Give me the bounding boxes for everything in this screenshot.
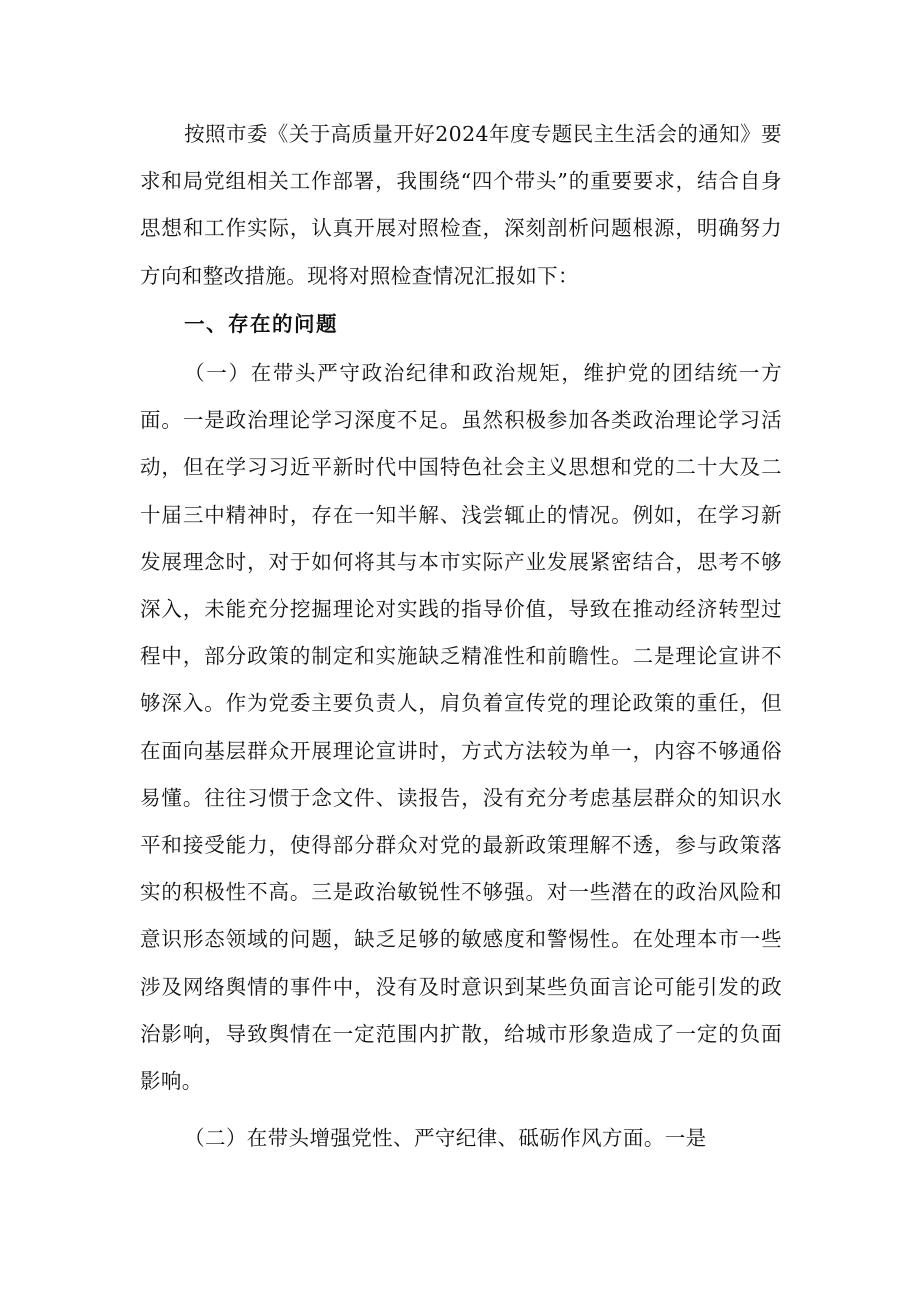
subsection-2-paragraph: （二）在带头增强党性、严守纪律、砥砺作风方面。一是 [184, 1126, 707, 1151]
section-heading-problems: 一、存在的问题 [184, 311, 339, 336]
document-body [140, 111, 782, 1162]
subsection-1-paragraph: （一）在带头严守政治纪律和政治规矩，维护党的团结统一方面。一是政治理论学习深度不足。虽然积极参加各类政治理论学习活动，但在学习习近平新时代中国特色社会主义思想和党的二十大及二十届三中精神时，存在一知半解、浅尝辄止的情况。例如，在学习新发展理念时，对于如何将其与本市实际产业发展紧密结合，思考不够深入，未能充分挖掘理论对实践的指导价值，导致在推动经济转型过程中，部分政策的制定和实施缺乏精准性和前瞻性。二是理论宣讲不够深入。作为党委主要负责人，肩负着宣传党的理论政策的重任，但在面向基层群众开展理论宣讲时，方式方法较为单一，内容不够通俗易懂。往往习惯于念文件、读报告，没有充分考虑基层群众的知识水平和接受能力，使得部分群众对党的最新政策理解不透，参与政策落实的积极性不高。三是政治敏锐性不够强。对一些潜在的政治风险和意识形态领域的问题，缺乏足够的敏感度和警惕性。在处理本市一些涉及网络舆情的事件中，没有及时意识到某些负面言论可能引发的政治影响，导致舆情在一定范围内扩散，给城市形象造成了一定的负面影响。 [140, 361, 782, 1094]
intro-paragraph: 按照市委《关于高质量开好2024年度专题民主生活会的通知》要求和局党组相关工作部署，我围绕“四个带头”的重要要求，结合自身思想和工作实际，认真开展对照检查，深刻剖析问题根源，明确努力方向和整改措施。现将对照检查情况汇报如下： [140, 122, 782, 288]
